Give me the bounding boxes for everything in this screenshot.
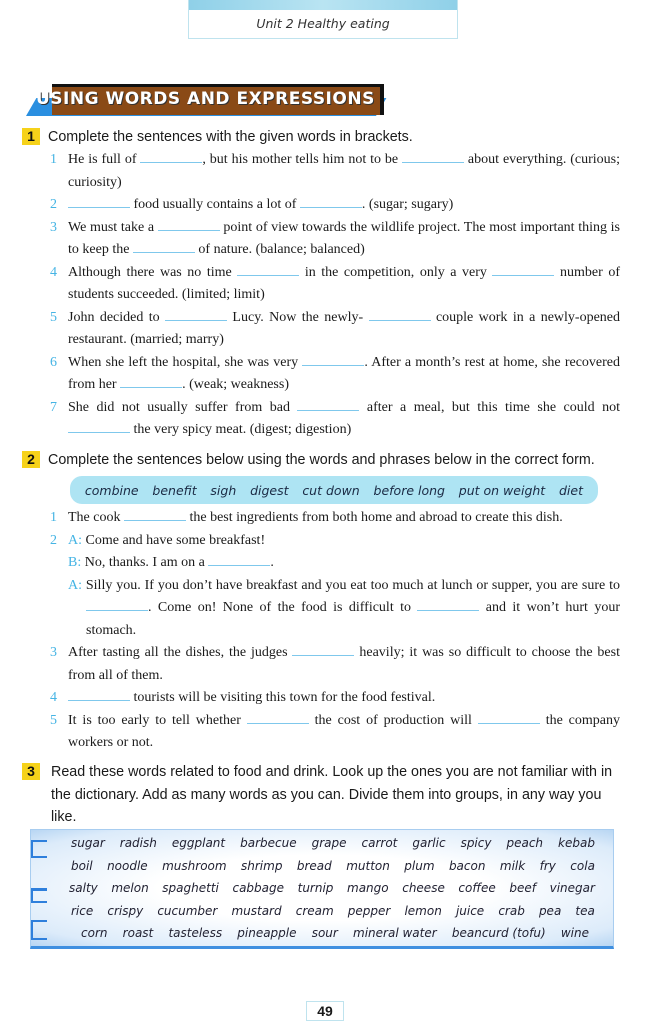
exercise-item-dialogue: 2 A: Come and have some breakfast! B: No, thanks. I am on a . A: Silly you. If you don’t have breakfast and you eat too much at lunch or supper, you are sure to . Come on! None of the food is difficult to and it won’t hurt your stomach. [50,530,620,643]
tape-decoration [31,888,47,903]
answer-blank[interactable] [300,195,362,208]
header-water-decoration [189,0,457,10]
task-1-heading [22,128,413,145]
answer-blank[interactable] [417,598,479,611]
speaker-label: A: [68,532,82,548]
answer-blank[interactable] [68,195,130,208]
task-2-items [50,507,620,755]
unit-title: Unit 2 Healthy eating [256,16,390,31]
answer-blank[interactable] [208,553,270,566]
answer-blank[interactable] [247,711,309,724]
exercise-item: 4 Although there was no time in the competition, only a very number of students succeeded. (limited; limit) [50,264,620,302]
word-bank-item: benefit [152,482,197,498]
word-bank-item: before long [373,482,445,498]
answer-blank[interactable] [133,240,195,253]
task-2-heading [22,451,595,468]
exercise-item: 4 tourists will be visiting this town for the food festival. [50,690,436,705]
answer-blank[interactable] [292,643,354,656]
unit-header [188,0,458,39]
answer-blank[interactable] [237,263,299,276]
word-bank [70,476,598,504]
task-number-badge: 1 [22,128,40,145]
task-instruction: Complete the sentences below using the words and phrases below in the correct form. [48,452,595,468]
exercise-item: 1 He is full of , but his mother tells him not to be about everything. (curious; curiosity) [50,152,620,190]
speaker-label: A: [68,577,82,593]
vocab-row: salty melon spaghetti cabbage turnip mango cheese coffee beef vinegar [69,881,595,895]
tape-decoration [31,840,47,858]
vocab-row: rice crispy cucumber mustard cream pepper lemon juice crab pea tea [71,903,595,918]
dialogue-line: A: Come and have some breakfast! [68,532,266,548]
dialogue-line: B: No, thanks. I am on a . [68,555,274,570]
answer-blank[interactable] [297,398,359,411]
section-title: USING WORDS AND EXPRESSIONS [36,89,375,109]
answer-blank[interactable] [68,688,130,701]
speaker-label: B: [68,555,82,570]
word-bank-item: combine [84,482,139,498]
exercise-item: 7 She did not usually suffer from bad after a meal, but this time she could not the very spicy meat. (digest; digestion) [50,399,621,437]
exercise-item: 6 When she left the hospital, she was very . After a month’s rest at home, she recovered from her . (weak; weakness) [50,354,620,392]
answer-blank[interactable] [369,308,431,321]
exercise-item: 3 After tasting all the dishes, the judges heavily; it was so difficult to choose the best from all of them. [50,645,620,683]
answer-blank[interactable] [68,420,130,433]
section-banner [26,82,386,116]
task-number-badge: 2 [22,451,40,468]
exercise-item: 1 The cook the best ingredients from both home and abroad to create this dish. [50,510,563,525]
answer-blank[interactable] [140,150,202,163]
word-bank-item: cut down [302,482,360,498]
vocab-row: corn roast tasteless pineapple sour mineral water beancurd (tofu) wine [81,926,589,940]
exercise-item: 2 food usually contains a lot of . (sugar; sugary) [50,197,454,212]
word-bank-item: diet [559,482,583,498]
tape-decoration [31,920,47,940]
word-bank-item: sigh [210,482,237,498]
word-bank-item: digest [250,482,289,498]
vocab-row: sugar radish eggplant barbecue grape carrot garlic spicy peach kebab [71,836,595,850]
answer-blank[interactable] [165,308,227,321]
task-instruction: Read these words related to food and drink. Look up the ones you are not familiar with in the dictionary. Add as many words as you can. Divide them into groups, in any way you like. [51,764,613,825]
vocabulary-box [30,829,614,949]
task-3-heading [22,761,627,829]
word-bank-item: put on weight [458,482,546,498]
task-instruction: Complete the sentences with the given words in brackets. [48,129,413,145]
dialogue-line: A: Silly you. If you don’t have breakfast and you eat too much at lunch or supper, you are sure to . Come on! None of the food is difficult to and it won’t hurt your stomach. [68,577,620,638]
page-number: 49 [306,1001,344,1021]
vocab-row: boil noodle mushroom shrimp bread mutton plum bacon milk fry cola [71,858,595,873]
answer-blank[interactable] [402,150,464,163]
answer-blank[interactable] [302,353,364,366]
exercise-item: 5 It is too early to tell whether the cost of production will the company workers or not. [50,712,620,750]
answer-blank[interactable] [478,711,540,724]
exercise-item: 3 We must take a point of view towards the wildlife project. The most important thing is to keep the of nature. (balance; balanced) [50,219,620,257]
answer-blank[interactable] [86,598,148,611]
task-1-items [50,149,620,442]
answer-blank[interactable] [158,218,220,231]
answer-blank[interactable] [120,375,182,388]
answer-blank[interactable] [492,263,554,276]
task-number-badge: 3 [22,763,40,780]
exercise-item: 5 John decided to Lucy. Now the newly- couple work in a newly-opened restaurant. (married; marry) [50,309,621,347]
answer-blank[interactable] [124,508,186,521]
